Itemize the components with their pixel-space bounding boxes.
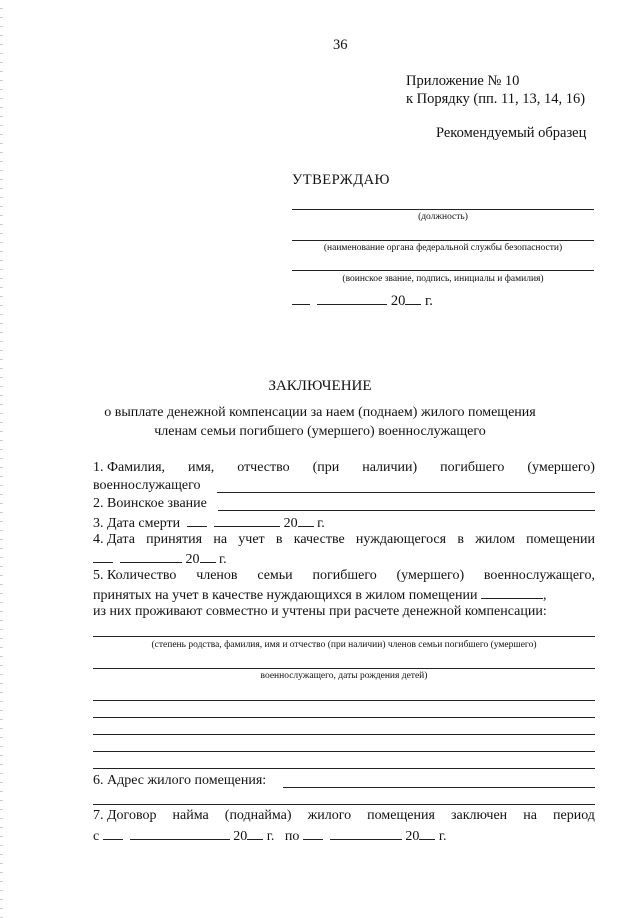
item-5-word: погибшего bbox=[312, 568, 377, 583]
item-3-day-blank bbox=[187, 514, 207, 527]
item-3-label: 3. Дата смерти bbox=[93, 516, 181, 531]
appendix-ref: к Порядку (пп. 11, 13, 14, 16) bbox=[406, 91, 586, 107]
approve-title: УТВЕРЖДАЮ bbox=[292, 172, 390, 188]
item-4-word: качестве bbox=[293, 532, 345, 547]
item-4-line-2 bbox=[93, 550, 227, 568]
item-7-word: на bbox=[523, 808, 537, 823]
item-5-fill-line-2 bbox=[93, 668, 595, 669]
item-5-count-blank bbox=[481, 586, 543, 599]
caption-position: (должность) bbox=[418, 212, 468, 222]
date-year: 20 bbox=[390, 293, 406, 309]
item-7-word: найма bbox=[172, 808, 209, 823]
item-5-fill-line-7 bbox=[93, 768, 595, 769]
sample-label: Рекомендуемый образец bbox=[436, 125, 587, 141]
item-7-year1: 20 bbox=[233, 829, 248, 844]
item-4-month-blank bbox=[120, 550, 182, 563]
item-4-word: помещении bbox=[526, 532, 595, 547]
item-5-fill-line-1 bbox=[93, 636, 595, 637]
doc-title: ЗАКЛЮЧЕНИЕ bbox=[268, 378, 372, 394]
item-7-from: с bbox=[93, 829, 100, 844]
item-1-fill-line bbox=[217, 492, 595, 493]
item-1-word: (при bbox=[312, 460, 340, 475]
signature-line bbox=[292, 270, 594, 271]
item-1-continuation: военнослужащего bbox=[93, 478, 201, 493]
item-6-fill-line bbox=[283, 787, 595, 788]
year-blank bbox=[405, 292, 421, 305]
item-4-word: принятия bbox=[146, 532, 203, 547]
item-7-to: по bbox=[284, 829, 300, 844]
agency-line bbox=[292, 240, 594, 241]
item-5-fill-line-4 bbox=[93, 717, 595, 718]
item-3-month-blank bbox=[214, 514, 280, 527]
item-5-word: семьи bbox=[257, 568, 293, 583]
item-1-word: 1. Фамилия, bbox=[93, 460, 166, 475]
item-4-year: 20 bbox=[185, 552, 200, 567]
caption-signature: (воинское звание, подпись, инициалы и фамилия) bbox=[342, 274, 544, 284]
item-5-word: (умершего) bbox=[396, 568, 465, 583]
item-3-year-blank bbox=[298, 514, 314, 527]
doc-subtitle-1: о выплате денежной компенсации за наем (поднаем) жилого помещения bbox=[104, 405, 536, 420]
item-6-fill-line-2 bbox=[93, 804, 595, 805]
item-7-word: период bbox=[553, 808, 595, 823]
item-4-line-1 bbox=[93, 532, 595, 548]
approve-date bbox=[292, 292, 433, 310]
item-2-label: 2. Воинское звание bbox=[93, 496, 207, 511]
month-blank bbox=[317, 292, 387, 305]
item-1-word: имя, bbox=[188, 460, 215, 475]
item-3-g: г. bbox=[317, 516, 325, 531]
item-4-word: жилом bbox=[475, 532, 515, 547]
item-3 bbox=[93, 514, 325, 532]
item-1-line-2 bbox=[93, 478, 201, 494]
item-5-line-2 bbox=[93, 586, 546, 604]
item-2-fill-line bbox=[218, 510, 595, 511]
date-g: г. bbox=[425, 293, 433, 309]
item-7-day2-blank bbox=[303, 827, 323, 840]
item-5-caption-1: (степень родства, фамилия, имя и отчество (при наличии) членов семьи погибшего (умершего) bbox=[151, 640, 537, 650]
item-7-year1-blank bbox=[247, 827, 263, 840]
item-7-word: 7. Договор bbox=[93, 808, 157, 823]
item-7-line-2 bbox=[93, 827, 447, 845]
item-7-month2-blank bbox=[330, 827, 402, 840]
item-1-word: отчество bbox=[237, 460, 290, 475]
item-5-caption-2: военнослужащего, даты рождения детей) bbox=[260, 671, 428, 681]
item-7-word: заключен bbox=[450, 808, 508, 823]
caption-agency: (наименование органа федеральной службы безопасности) bbox=[323, 243, 563, 253]
item-5-fill-line-5 bbox=[93, 734, 595, 735]
item-5-line-1 bbox=[93, 568, 595, 584]
item-1-line-1 bbox=[93, 460, 595, 476]
item-1-word: наличии) bbox=[362, 460, 418, 475]
item-7-word: (поднайма) bbox=[224, 808, 292, 823]
item-5-word: 5. Количество bbox=[93, 568, 177, 583]
item-7-word: жилого bbox=[307, 808, 352, 823]
item-4-day-blank bbox=[93, 550, 113, 563]
item-4-year-blank bbox=[200, 550, 216, 563]
item-4-word: 4. Дата bbox=[93, 532, 135, 547]
item-5-registered: принятых на учет в качестве нуждающихся в жилом помещении bbox=[93, 588, 478, 603]
item-7-line-1 bbox=[93, 808, 595, 824]
item-5-word: членов bbox=[196, 568, 238, 583]
position-line bbox=[292, 209, 594, 210]
doc-subtitle-2: членам семьи погибшего (умершего) военнослужащего bbox=[154, 424, 486, 439]
page-number: 36 bbox=[333, 37, 348, 53]
item-5-word: военнослужащего, bbox=[483, 568, 595, 583]
item-4-word: нуждающегося bbox=[355, 532, 447, 547]
item-7-year2-blank bbox=[419, 827, 435, 840]
item-7-month1-blank bbox=[130, 827, 230, 840]
item-4-word: на bbox=[213, 532, 228, 547]
item-5-line-3: из них проживают совместно и учтены при расчете денежной компенсации: bbox=[93, 604, 547, 619]
item-4-word: в bbox=[457, 532, 464, 547]
item-5-fill-line-3 bbox=[93, 700, 595, 701]
item-1-word: погибшего bbox=[440, 460, 505, 475]
item-6-label: 6. Адрес жилого помещения: bbox=[93, 773, 267, 788]
appendix-number: Приложение № 10 bbox=[406, 73, 520, 89]
item-7-day1-blank bbox=[103, 827, 123, 840]
item-3-year: 20 bbox=[283, 516, 298, 531]
item-4-word: в bbox=[275, 532, 283, 547]
item-4-word: учет bbox=[238, 532, 265, 547]
item-5-fill-line-6 bbox=[93, 751, 595, 752]
item-5-comma: , bbox=[542, 588, 547, 603]
item-1-word: (умершего) bbox=[527, 460, 595, 475]
item-7-year2: 20 bbox=[405, 829, 420, 844]
item-4-g: г. bbox=[219, 552, 227, 567]
item-7-g1: г. bbox=[266, 829, 275, 844]
day-blank bbox=[292, 292, 310, 305]
item-7-word: помещения bbox=[367, 808, 435, 823]
item-7-g2: г. bbox=[438, 829, 447, 844]
scan-edge bbox=[0, 0, 3, 918]
